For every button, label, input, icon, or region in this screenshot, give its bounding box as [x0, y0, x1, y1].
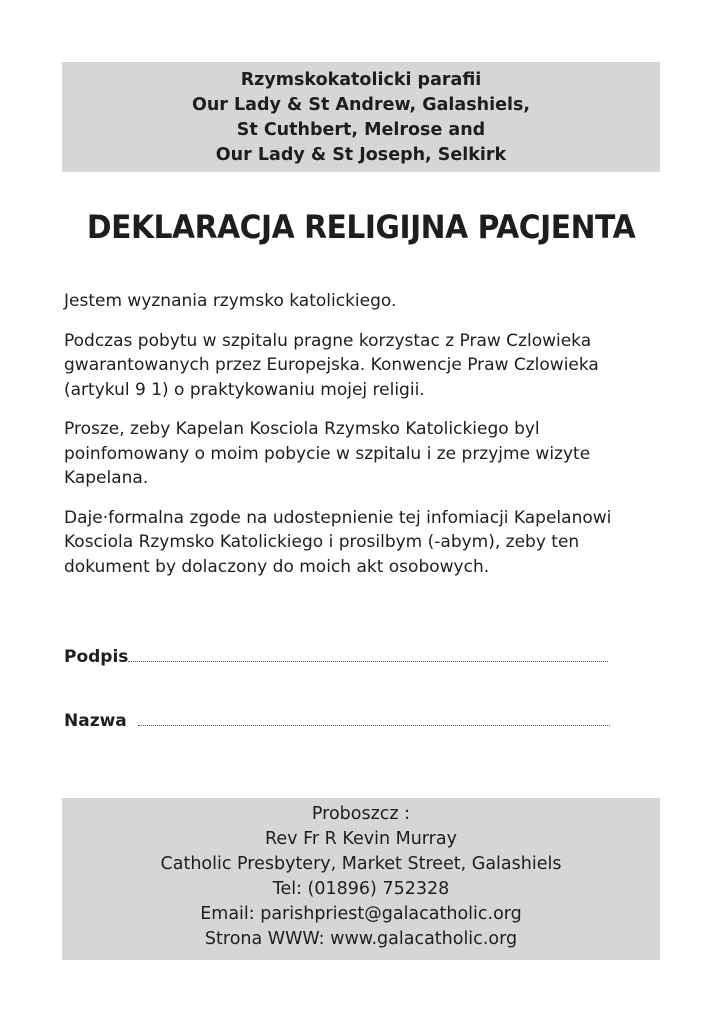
- signature-line[interactable]: [128, 649, 608, 662]
- paragraph-line: Kosciola Rzymsko Katolickiego i prosilbym (-abym), zeby ten: [64, 532, 580, 552]
- paragraph-line: Daje·formalna zgode na udostepnienie tej infomiacji Kapelanowi: [64, 507, 612, 528]
- footer-email: Email: parishpriest@galacatholic.org: [200, 904, 522, 924]
- header-line: Our Lady & St Andrew, Galashiels,: [191, 95, 531, 115]
- footer-website: Strona WWW: www.galacatholic.org: [204, 929, 518, 949]
- paragraph-line: Prosze, zeby Kapelan Kosciola Rzymsko Katolickiego byl: [64, 419, 540, 439]
- paragraph-line: poinfomowany o moim pobycie w szpitalu i ze przyjme wizyte: [64, 443, 591, 464]
- signature-label: Podpis: [64, 647, 129, 667]
- footer-line: Catholic Presbytery, Market Street, Galashiels: [160, 854, 562, 874]
- paragraph-line: dokument by dolaczony do moich akt osobowych.: [64, 556, 490, 577]
- name-field: [64, 711, 610, 731]
- paragraph: [64, 417, 664, 491]
- paragraph-line: (artykul 9 1) o praktykowaniu mojej religii.: [64, 379, 425, 400]
- paragraph-line: Kapelana.: [64, 468, 149, 488]
- header-line: Our Lady & St Joseph, Selkirk: [215, 145, 507, 165]
- parish-header: [62, 62, 660, 172]
- footer-line: Proboszcz :: [311, 804, 411, 824]
- paragraph: [64, 506, 664, 580]
- name-label: Nazwa: [64, 711, 127, 731]
- contact-footer: [62, 798, 660, 960]
- paragraph-line: Podczas pobytu w szpitalu pragne korzystac z Praw Czlowieka: [64, 330, 592, 351]
- paragraph-line: gwarantowanych przez Europejska. Konwencje Praw Czlowieka: [64, 355, 599, 375]
- name-line[interactable]: [138, 713, 610, 726]
- paragraph: [64, 289, 664, 314]
- paragraph: [64, 329, 664, 403]
- document-title: DEKLARACJA RELIGIJNA PACJENTA: [86, 208, 636, 246]
- signature-field: [64, 647, 608, 667]
- footer-line: Tel: (01896) 752328: [272, 879, 450, 899]
- paragraph-line: Jestem wyznania rzymsko katolickiego.: [64, 291, 397, 311]
- header-line: St Cuthbert, Melrose and: [236, 120, 486, 140]
- declaration-body: [64, 289, 664, 594]
- header-line: Rzymskokatolicki parafii: [240, 70, 482, 90]
- footer-line: Rev Fr R Kevin Murray: [265, 829, 457, 849]
